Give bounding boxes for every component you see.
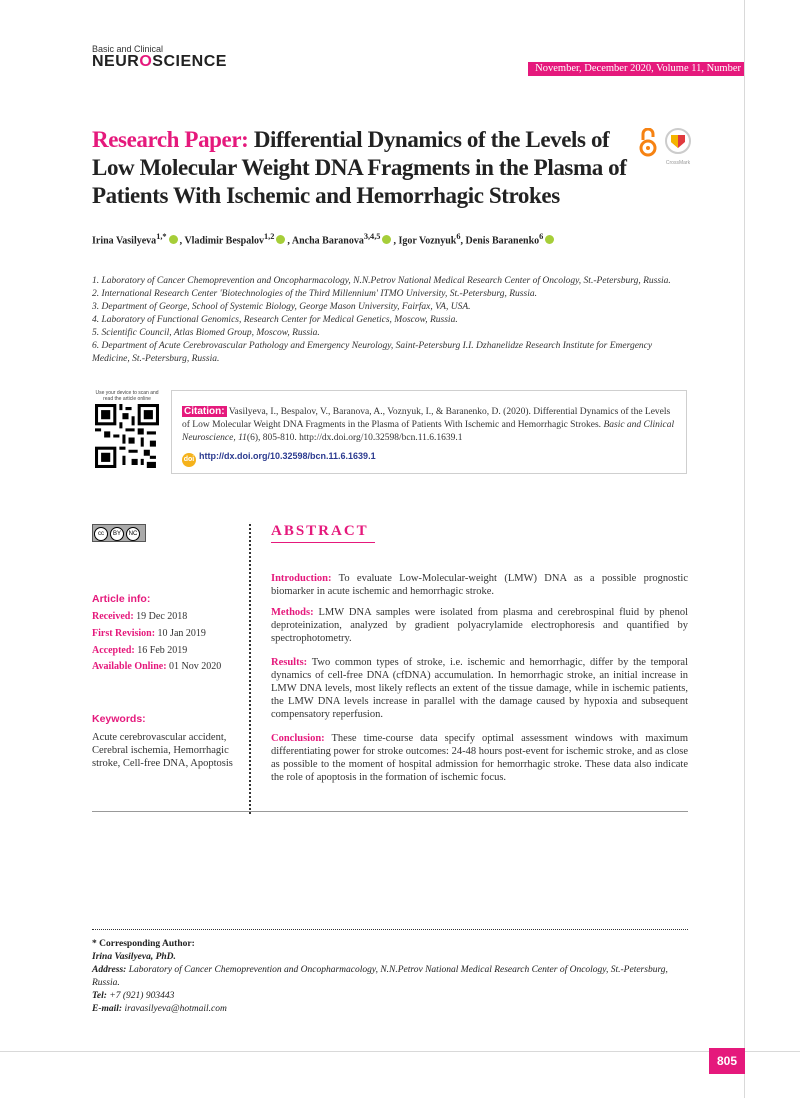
corresponding-address [92, 964, 692, 990]
abstract-label: Conclusion: [271, 733, 325, 744]
author-name: Irina Vasilyeva [92, 235, 157, 247]
issue-band: November, December 2020, Volume 11, Number 6 [528, 62, 744, 76]
abstract-heading: ABSTRACT [271, 523, 375, 543]
email-value[interactable]: iravasilyeva@hotmail.com [122, 1004, 227, 1014]
author-sup: 1,2 [263, 232, 275, 241]
column-divider [249, 524, 251, 814]
cc-icon: cc [94, 527, 108, 541]
abstract-label: Results: [271, 657, 308, 668]
qr-caption: Use your device to scan and read the article online [95, 390, 159, 402]
page-number: 805 [709, 1048, 745, 1074]
crossmark-label: CrossMark [665, 160, 691, 166]
author-sup: 6 [539, 232, 544, 241]
cc-license-badge[interactable] [92, 524, 146, 542]
info-label: Available Online: [92, 661, 167, 672]
affiliation: 5. Scientific Council, Atlas Biomed Group, Moscow, Russia. [92, 328, 320, 338]
journal-logo [92, 44, 227, 70]
citation-text [182, 405, 678, 445]
email-label: E-mail: [92, 1004, 123, 1014]
crossmark-icon[interactable] [662, 127, 694, 166]
info-label: First Revision: [92, 628, 156, 639]
doi-link[interactable]: http://dx.doi.org/10.32598/bcn.11.6.1639.1 [199, 451, 376, 461]
right-margin-rule [744, 0, 745, 1098]
info-value: 16 Feb 2019 [134, 645, 188, 656]
citation-journal: Basic and Clinical Neuroscience, 11 [182, 420, 675, 443]
bottom-rule [0, 1051, 800, 1052]
author-sup: 3,4,5 [363, 232, 381, 241]
affiliation: 2. International Research Center 'Biotechnologies of the Third Millennium' ITMO University, St.-Petersburg, Russia. [92, 289, 537, 299]
affiliations [92, 275, 692, 366]
corresponding-tel [92, 990, 692, 1003]
orcid-icon[interactable] [545, 235, 554, 244]
logo-part-2: SCIENCE [152, 53, 227, 70]
citation-label: Citation: [184, 406, 225, 417]
tel-value: +7 (921) 903443 [106, 991, 175, 1001]
nc-icon: NC [126, 527, 140, 541]
article-type: Research Paper: [92, 127, 249, 152]
address-label: Address: [92, 965, 127, 975]
abstract-text: These time-course data specify optimal assessment windows with maximum differentiating power for stroke outcomes: 24-48 hours post-event for ischemic stroke, and as close as possible to the moment of hospital admission for hemorrhagic stroke. These data also indicate the role of apoptosis in the formation of ischemic focus. [271, 733, 688, 783]
author-sup: 1,* [156, 232, 167, 241]
address-value: Laboratory of Cancer Chemoprevention and Oncopharmacology, N.N.Petrov National Medical Research Center of Oncology, St.-Petersburg, Russia. [92, 965, 668, 988]
footnote-rule [92, 929, 688, 930]
abstract-conclusion [271, 732, 688, 784]
article-title [92, 126, 632, 210]
orcid-icon[interactable] [169, 235, 178, 244]
article-title-text: Differential Dynamics of the Levels of Low Molecular Weight DNA Fragments in the Plasma of Patients With Ischemic and Hemorrhagic Strokes [92, 127, 627, 208]
abstract-label: Introduction: [271, 573, 332, 584]
qr-code[interactable] [95, 404, 159, 468]
corresponding-heading: * Corresponding Author: [92, 939, 195, 949]
abstract-introduction [271, 572, 688, 598]
journal-logo-big [92, 54, 227, 70]
info-value: 01 Nov 2020 [166, 661, 222, 672]
citation-body: Vasilyeva, I., Bespalov, V., Baranova, A., Voznyuk, I., & Baranenko, D. (2020). Differential Dynamics of the Levels of Low Molecular Weight DNA Fragments in the Plasma of Patients With Ischemic and Hemorrhagic Strokes. [182, 407, 671, 430]
citation-box [171, 390, 687, 474]
doi-line [182, 451, 376, 467]
abstract-label: Methods: [271, 607, 314, 618]
doi-icon: doi [182, 453, 196, 467]
info-accepted [92, 645, 187, 656]
orcid-icon[interactable] [382, 235, 391, 244]
by-icon: BY [110, 527, 124, 541]
keywords-heading: Keywords: [92, 713, 146, 725]
keywords-text: Acute cerebrovascular accident, Cerebral ischemia, Hemorrhagic stroke, Cell-free DNA, Apoptosis [92, 732, 233, 769]
info-received [92, 611, 187, 622]
info-label: Accepted: [92, 645, 135, 656]
orcid-icon[interactable] [276, 235, 285, 244]
corresponding-author [92, 938, 692, 1016]
abstract-results [271, 656, 688, 721]
abstract-methods [271, 606, 688, 645]
article-info-heading: Article info: [92, 593, 151, 605]
info-value: 19 Dec 2018 [133, 611, 188, 622]
corresponding-email [92, 1003, 692, 1016]
corresponding-name: Irina Vasilyeva, PhD. [92, 952, 176, 962]
qr-code-block [92, 390, 162, 470]
abstract-text: LMW DNA samples were isolated from plasma and cerebrospinal fluid by phenol deproteinization, analyzed by gradient polyacrylamide electrophoresis and quantified by spectrophotometry. [271, 607, 688, 644]
open-access-icon [639, 128, 657, 158]
affiliation: 3. Department of George, School of Systemic Biology, George Mason University, Fairfax, VA, USA. [92, 302, 471, 312]
author-sup: 6 [456, 232, 461, 241]
affiliation: 1. Laboratory of Cancer Chemoprevention and Oncopharmacology, N.N.Petrov National Medical Research Center of Oncology, St.-Petersburg, Russia. [92, 276, 671, 286]
tel-label: Tel: [92, 991, 107, 1001]
abstract-rule [92, 811, 688, 812]
author-list: Irina Vasilyeva$^{1,*}$ , Vladimir Bespalov$^{1,2}$ , Ancha Baranova$^{3,4,5}$ , Igor Voznyuk$^6$, Denis Baranenko$^6$ [92, 232, 652, 246]
citation-tail: (6), 805-810. http://dx.doi.org/10.32598/bcn.11.6.1639.1 [246, 433, 463, 443]
abstract-text: To evaluate Low-Molecular-weight (LMW) DNA as a possible prognostic biomarker in acute ischemic and hemorrhagic stroke. [271, 573, 688, 597]
info-label: Received: [92, 611, 134, 622]
author-name: Igor Voznyuk [398, 235, 457, 247]
affiliation: 4. Laboratory of Functional Genomics, Research Center for Medical Genetics, Moscow, Russia. [92, 315, 458, 325]
info-value: 10 Jan 2019 [155, 628, 206, 639]
author-name: Denis Baranenko [465, 235, 540, 247]
author-name: Vladimir Bespalov [184, 235, 264, 247]
logo-part-o: O [139, 53, 153, 70]
journal-logo-small: Basic and Clinical [92, 44, 164, 54]
author-name: Ancha Baranova [291, 235, 364, 247]
abstract-text: Two common types of stroke, i.e. ischemic and hemorrhagic, differ by the temporal dynamics of cell-free DNA (cfDNA) accumulation. In hemorrhagic stroke, an initial increase in LMW DNA levels, most likely reflects an extent of the tissue damage, while in ischemic patients, the LMW DNA levels increase in parallel with the damage caused by hypoxia and subsequent compensatory reperfusion. [271, 657, 688, 720]
logo-part-1: NEUR [92, 53, 140, 70]
info-available-online [92, 661, 221, 672]
affiliation: 6. Department of Acute Cerebrovascular Pathology and Emergency Neurology, Saint-Petersburg I.I. Dzhanelidze Research Institute for Emergency Medicine, St.-Petersburg, Russia. [92, 341, 653, 364]
info-first-revision [92, 628, 206, 639]
